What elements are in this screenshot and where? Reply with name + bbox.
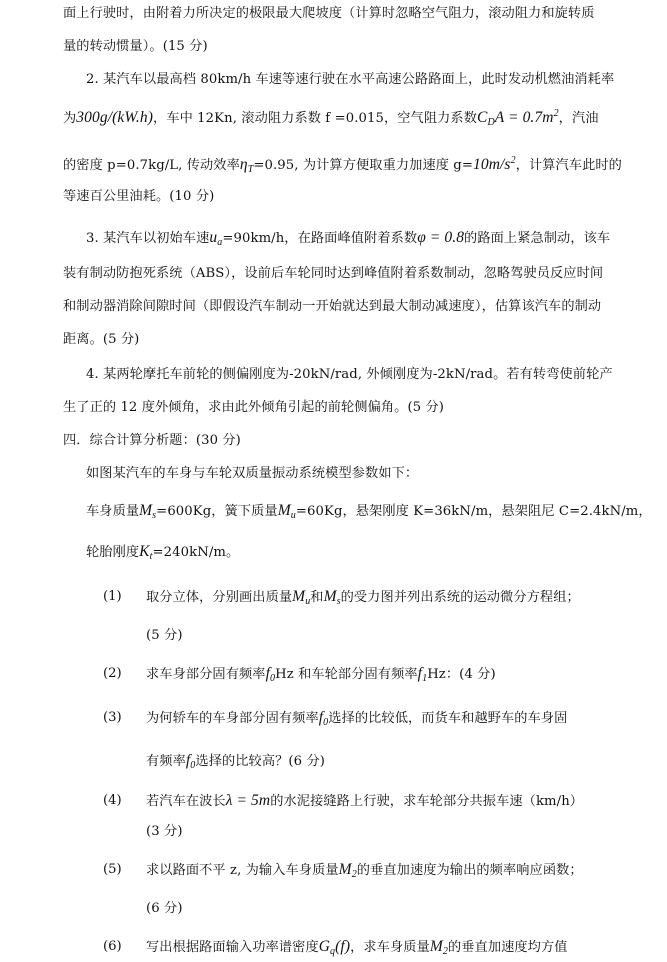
formula: 300g/(kW.h) bbox=[76, 109, 154, 126]
question-3-line: 距离。(5 分) bbox=[63, 332, 140, 347]
question-3-line: 3. 某汽车以初始车速$u_a=90km/h$，在路面峰值附着系数φ = 0.8的路面上紧急制动，该车 bbox=[86, 229, 611, 248]
item-text: 若汽车在波长λ = 5m的水泥接缝路上行驶，求车轮部分共振车速（km/h） bbox=[146, 792, 584, 809]
item-number: (6) bbox=[103, 939, 122, 954]
question-3-line: 装有制动防抱死系统（ABS），设前后车轮同时达到峰值附着系数制动，忽略驾驶员反应时间 bbox=[63, 266, 604, 281]
item-text: 写出根据路面输入功率谱密度$G_q(f)$，求车身质量$M_2$的垂直加速度均方值 bbox=[146, 938, 568, 957]
question-4-line: 4. 某两轮摩托车前轮的侧偏刚度为-20kN/rad, 外倾刚度为-2kN/rad。若有转弯使前轮产 bbox=[86, 367, 613, 382]
item-number: (4) bbox=[103, 793, 122, 808]
question-2-line: 2. 某汽车以最高档 80km/h 车速等速行驶在水平高速公路路面上，此时发动机燃油消耗率 bbox=[86, 72, 615, 87]
text-line: 量的转动惯量）。(15 分) bbox=[63, 39, 208, 54]
parameters-line: 轮胎刚度$K_t=240kN/m$。 bbox=[86, 543, 240, 562]
question-2-line: 为300g/(kW.h)，车中 12Kn, 滚动阻力系数 f =0.015，空气阻力系数$C_DA = 0.7m^2$，汽油 bbox=[63, 108, 599, 128]
question-3-line: 和制动器消除间隙时间（即假设汽车制动一开始就达到最大制动减速度），估算该汽车的制动 bbox=[63, 299, 602, 314]
item-text: (6 分) bbox=[146, 901, 183, 916]
item-number: (1) bbox=[103, 589, 122, 604]
item-number: (2) bbox=[103, 666, 122, 681]
section-intro: 如图某汽车的车身与车轮双质量振动系统模型参数如下： bbox=[86, 466, 419, 481]
item-text: 求以路面不平 z, 为输入车身质量$M_2$的垂直加速度为输出的频率响应函数； bbox=[146, 861, 583, 880]
item-text: 取分立体，分别画出质量$M_u$和$M_s$的受力图并列出系统的运动微分方程组； bbox=[146, 588, 580, 607]
section-heading: 四．综合计算分析题：(30 分) bbox=[63, 433, 241, 448]
item-text: (3 分) bbox=[146, 824, 183, 839]
item-text: 求车身部分固有频率$f_0Hz$ 和车轮部分固有频率$f_1Hz$：(4 分) bbox=[146, 665, 496, 684]
item-number: (5) bbox=[103, 862, 122, 877]
question-2-line: 等速百公里油耗。(10 分) bbox=[63, 189, 215, 204]
text-line: 面上行驶时，由附着力所决定的极限最大爬坡度（计算时忽略空气阻力，滚动阻力和旋转质 bbox=[63, 6, 595, 21]
question-2-line: 的密度 p=0.7kg/L, 传动效率$\eta_T=0.95$, 为计算方便取重力加速度 $g=10m/s^2$，计算汽车此时的 bbox=[63, 155, 622, 175]
item-text: 有频率$f_0$选择的比较高？(6 分) bbox=[146, 752, 325, 771]
item-text: 为何轿车的车身部分固有频率$f_0$选择的比较低，而货车和越野车的车身固 bbox=[146, 709, 568, 728]
item-number: (3) bbox=[103, 710, 122, 725]
parameters-line: 车身质量$M_s=600Kg$，簧下质量$M_u=60Kg$，悬架刚度 K=36kN/m，悬架阻尼 C=2.4kN/m， bbox=[86, 502, 652, 521]
item-text: (5 分) bbox=[146, 628, 183, 643]
question-4-line: 生了正的 12 度外倾角，求由此外倾角引起的前轮侧偏角。(5 分) bbox=[63, 400, 445, 415]
